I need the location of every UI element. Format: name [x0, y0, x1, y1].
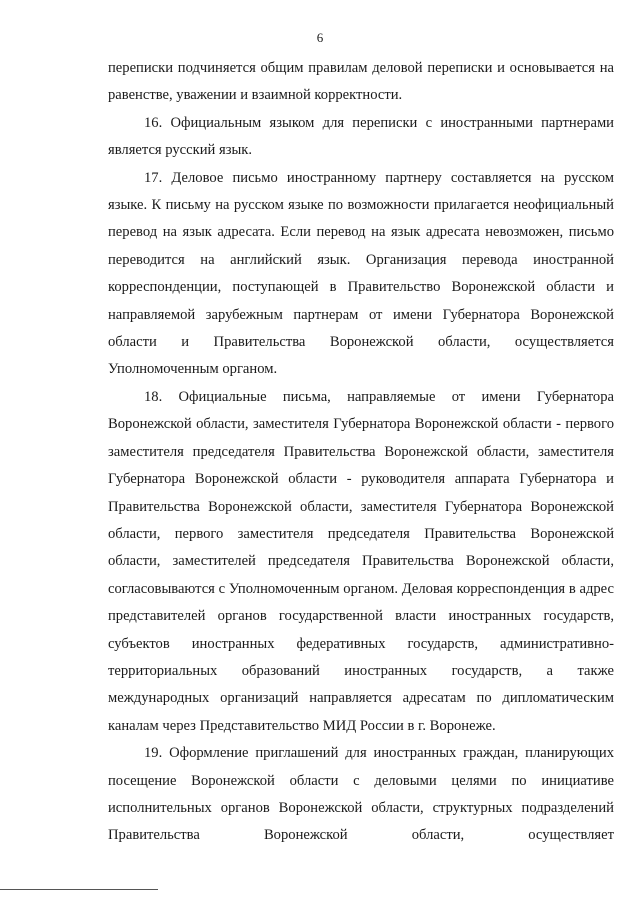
paragraph-17: 17. Деловое письмо иностранному партнеру составляется на русском языке. К письму на русском языке по возможности прилагается неофициальный перевод на язык адресата. Если перевод на язык адресата невозможен, письмо переводится на английский язык. Организация перевода иностранной корреспонденции, поступающей в Правительство Воронежской области и направляемой зарубежным партнерам от имени Губернатора Воронежской области и Правительства Воронежской области, осуществляется Уполномоченным органом.	[108, 169, 614, 378]
paragraph-16: 16. Официальным языком для переписки с иностранными партнерами является русский язык.	[108, 114, 614, 159]
document-body	[108, 55, 614, 850]
paragraph-continuation: переписки подчиняется общим правилам деловой переписки и основывается на равенстве, уважении и взаимной корректности.	[108, 60, 614, 104]
page-number: 6	[316, 30, 324, 45]
paragraph-19: 19. Оформление приглашений для иностранных граждан, планирующих посещение Воронежской области с деловыми целями по инициативе исполнительных органов Воронежской области, структурных подразделений Правительства Воронежской области, осуществляет	[108, 745, 614, 844]
footer-rule	[0, 889, 158, 890]
paragraph-18: 18. Официальные письма, направляемые от имени Губернатора Воронежской области, заместителя Губернатора Воронежской области - первого заместителя председателя Правительства Воронежской области, заместителя Губернатора Воронежской области - руководителя аппарата Губернатора и Правительства Воронежской области, заместителя Губернатора Воронежской области, первого заместителя председателя Правительства Воронежской области, заместителей председателя Правительства Воронежской области, согласовываются с Уполномоченным органом. Деловая корреспонденция в адрес представителей органов государственной власти иностранных государств, субъектов иностранных федеративных государств, административно-территориальных образований иностранных государств, а также международных организаций направляется адресатам по дипломатическим каналам через Представительство МИД России в г. Воронеже.	[108, 388, 614, 734]
